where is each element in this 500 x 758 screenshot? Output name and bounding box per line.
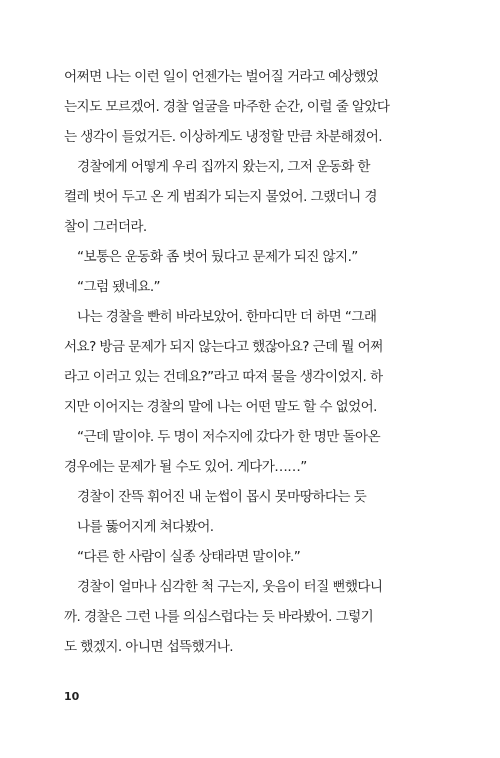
text-line: 서요? 방금 문제가 되지 않는다고 했잖아요? 근데 뭘 어쩌	[64, 339, 383, 355]
text-line: 경우에는 문제가 될 수도 있어. 게다가……”	[64, 459, 307, 475]
text-line: “근데 말이야. 두 명이 저수지에 갔다가 한 명만 돌아온	[77, 429, 381, 445]
text-line: 찰이 그러더라.	[64, 219, 147, 235]
text-line: 지만 이어지는 경찰의 말에 나는 어떤 말도 할 수 없었어.	[64, 399, 377, 415]
text-line: 나는 경찰을 빤히 바라보았어. 한마디만 더 하면 “그래	[77, 309, 377, 325]
text-line: “다른 한 사람이 실종 상태라면 말이야.”	[77, 549, 301, 565]
text-line: 까. 경찰은 그런 나를 의심스럽다는 듯 바라봤어. 그렇기	[64, 609, 374, 625]
text-line: 경찰에게 어떻게 우리 집까지 왔는지, 그저 운동화 한	[77, 159, 370, 175]
text-line: 켤레 벗어 두고 온 게 범죄가 되는지 물었어. 그랬더니 경	[64, 189, 377, 205]
text-line: 나를 뚫어지게 쳐다봤어.	[77, 519, 214, 535]
text-line: 어쩌면 나는 이런 일이 언젠가는 벌어질 거라고 예상했었	[64, 69, 379, 85]
page-number: 10	[64, 690, 80, 703]
text-line: “보통은 운동화 좀 벗어 뒀다고 문제가 되진 않지.”	[77, 249, 358, 265]
text-line: “그럼 됐네요.”	[77, 279, 160, 295]
text-line: 라고 이러고 있는 건데요?”라고 따져 물을 생각이었지. 하	[64, 369, 383, 385]
text-line: 는지도 모르겠어. 경찰 얼굴을 마주한 순간, 이럴 줄 알았다	[64, 99, 390, 115]
text-line: 경찰이 잔뜩 휘어진 내 눈썹이 몹시 못마땅하다는 듯	[77, 489, 367, 505]
text-line: 는 생각이 들었거든. 이상하게도 냉정할 만큼 차분해졌어.	[64, 129, 382, 145]
text-line: 경찰이 얼마나 심각한 척 구는지, 웃음이 터질 뻔했다니	[77, 579, 383, 595]
body-text	[64, 62, 444, 662]
text-line: 도 했겠지. 아니면 섭뜩했거나.	[64, 639, 233, 655]
